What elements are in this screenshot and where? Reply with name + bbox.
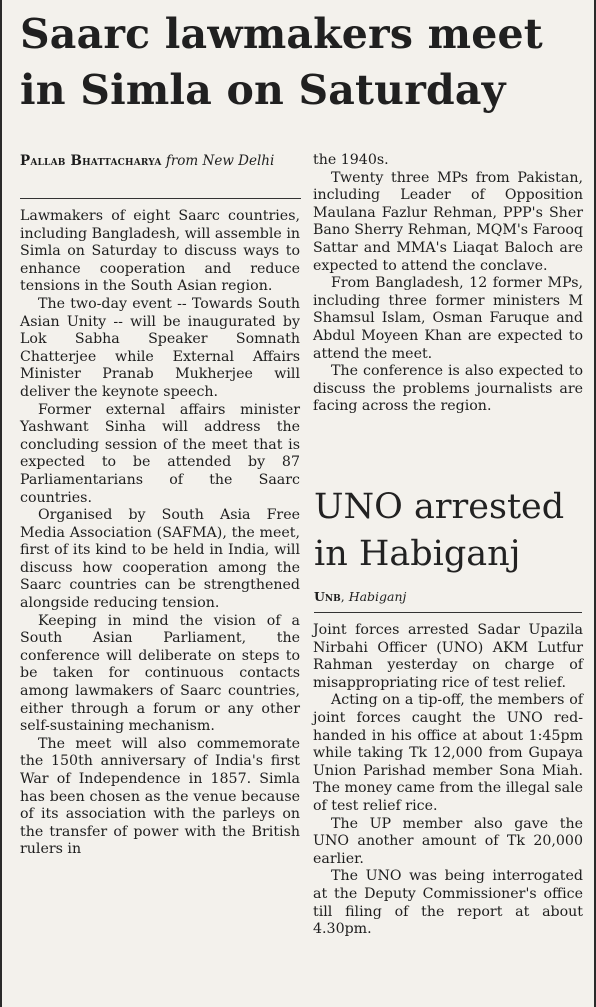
second-byline <box>314 589 584 605</box>
second-byline-separator: , <box>340 589 349 604</box>
main-paragraph-1: Lawmakers of eight Saarc countries, including Bangladesh, will assemble in Simla on Saturday to discuss ways to enhance cooperation and reduce tensions in the South Asian region. <box>20 208 300 295</box>
second-byline-rule <box>314 612 582 613</box>
second-article-body <box>313 622 583 939</box>
main-byline-author: Pallab Bhattacharya <box>20 153 162 169</box>
main-byline-location: from New Delhi <box>165 153 275 169</box>
second-byline-agency: Unb <box>314 589 341 604</box>
main-paragraph-3: Former external affairs minister Yashwant Sinha will address the concluding session of the meet that is expected to be attended by 87 Parliamentarians of the Saarc countries. <box>20 401 300 506</box>
main-article-column-1 <box>20 208 300 859</box>
second-paragraph-4: The UNO was being interrogated at the Deputy Commissioner's office till filing of the report at about 4.30pm. <box>313 868 583 938</box>
main-paragraph-5: Keeping in mind the vision of a South Asian Parliament, the conference will deliberate on steps to be taken for continuous contacts among lawmakers of Saarc countries, either through a forum or any other self-sustaining mechanism. <box>20 612 300 735</box>
second-paragraph-2: Acting on a tip-off, the members of joint forces caught the UNO red-handed in his office at about 1:45pm while taking Tk 12,000 from Gupaya Union Parishad member Sona Miah. The money came from the illegal sale of test relief rice. <box>313 692 583 814</box>
second-paragraph-3: The UP member also gave the UNO another amount of Tk 20,000 earlier. <box>313 815 583 867</box>
main-byline-rule <box>20 198 301 199</box>
main-paragraph-6-continued: the 1940s. <box>313 152 389 168</box>
main-article-column-2 <box>313 152 583 416</box>
main-paragraph-2: The two-day event -- Towards South Asian Unity -- will be inaugurated by Lok Sabha Speaker Somnath Chatterjee while External Affairs Minister Pranab Mukherjee will deliver the keynote speech. <box>20 295 300 400</box>
main-paragraph-9: The conference is also expected to discuss the problems journalists are facing across the region. <box>313 363 583 415</box>
second-byline-location: Habiganj <box>348 589 407 604</box>
main-paragraph-8: From Bangladesh, 12 former MPs, including three former ministers M Shamsul Islam, Osman Faruque and Abdul Moyeen Khan are expected to attend the meet. <box>313 275 583 362</box>
main-byline <box>20 152 302 170</box>
main-paragraph-7: Twenty three MPs from Pakistan, including Leader of Opposition Maulana Fazlur Rehman, PPP's Sher Bano Sherry Rehman, MQM's Farooq Sattar and MMA's Liaqat Baloch are expected to attend the conclave. <box>313 169 583 274</box>
second-headline: UNO arrested in Habiganj <box>314 487 565 574</box>
main-headline: Saarc lawmakers meet in Simla on Saturday <box>20 10 543 114</box>
main-paragraph-4: Organised by South Asia Free Media Association (SAFMA), the meet, first of its kind to be held in India, will discuss how cooperation among the Saarc countries can be strengthened alongside reducing tension. <box>20 507 300 612</box>
main-paragraph-6: The meet will also commemorate the 150th anniversary of India's first War of Independence in 1857. Simla has been chosen as the venue because of its association with the parleys on the transfer of power with the British rulers in <box>20 735 300 858</box>
second-paragraph-1: Joint forces arrested Sadar Upazila Nirbahi Officer (UNO) AKM Lutfur Rahman yesterday on charge of misappropriating rice of test relief. <box>313 622 583 691</box>
